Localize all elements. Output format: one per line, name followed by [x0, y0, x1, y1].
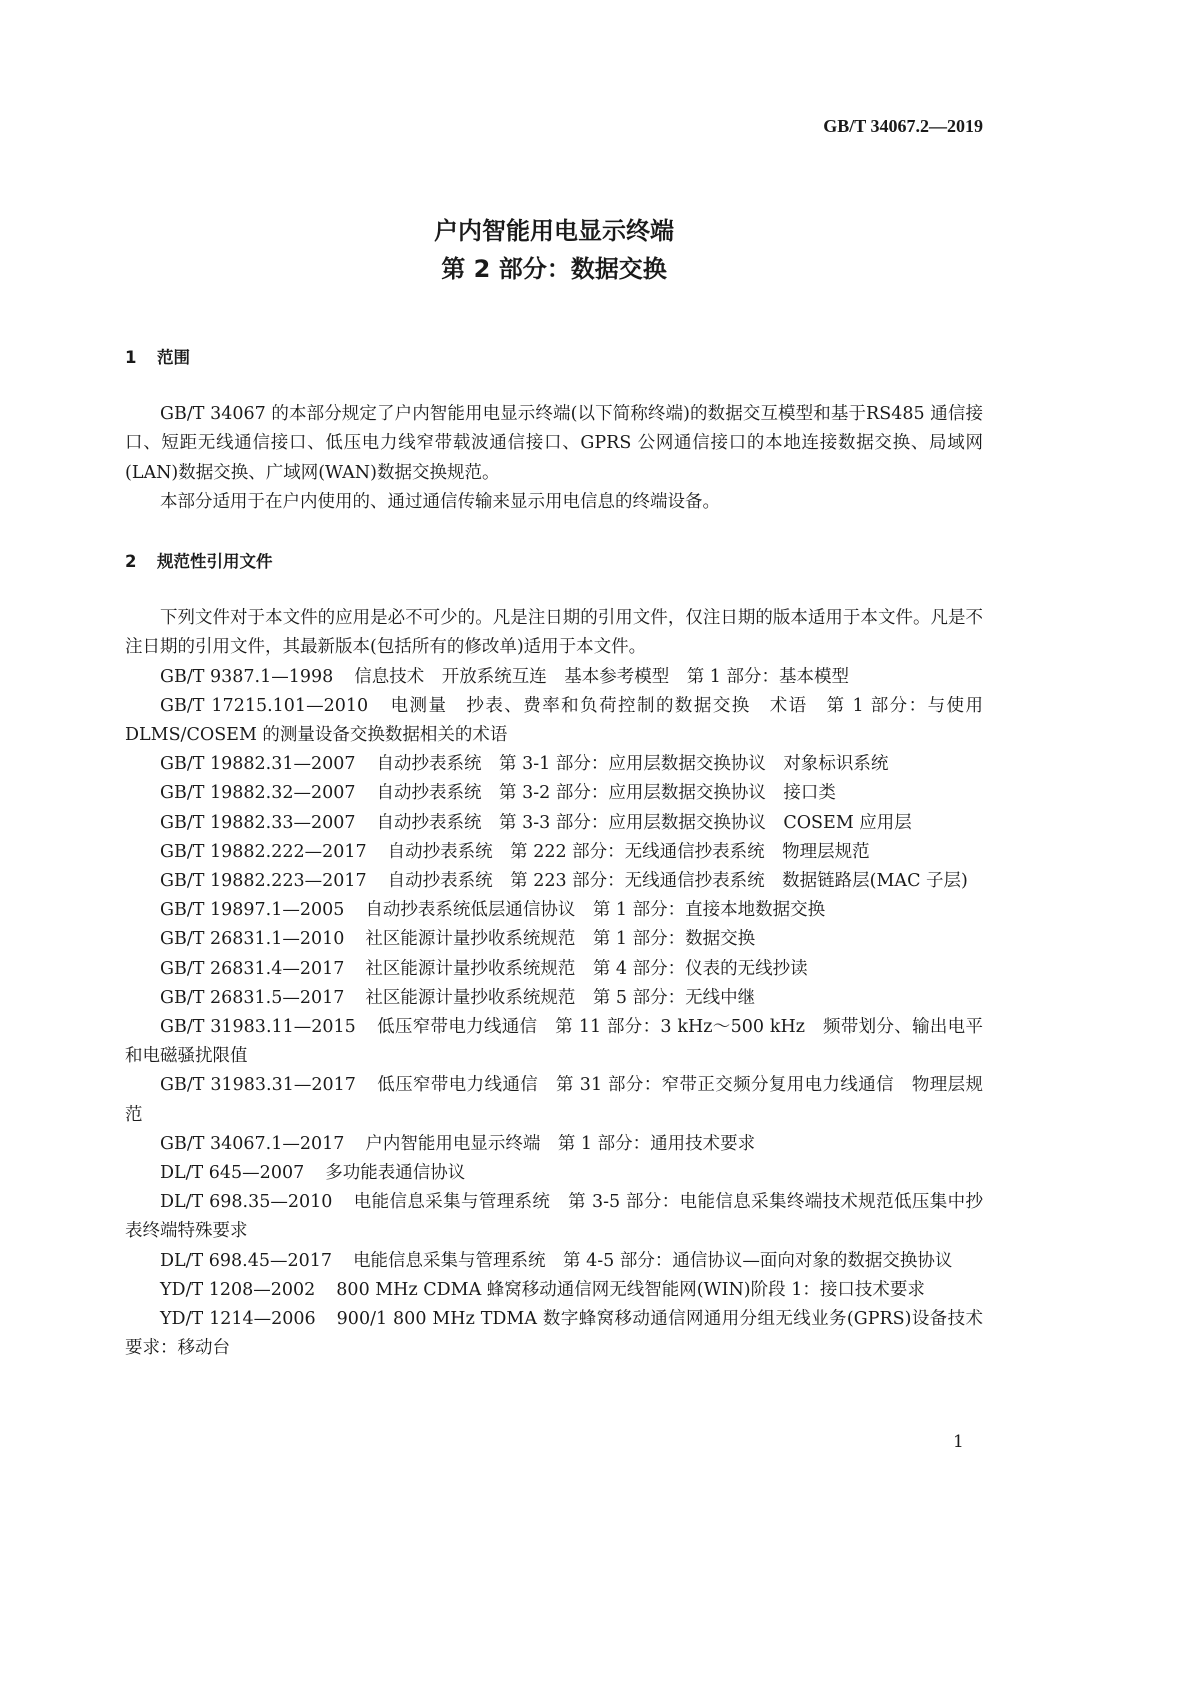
reference-title: 社区能源计量抄收系统规范 第 4 部分：仪表的无线抄读 — [365, 958, 808, 979]
reference-code: YD/T 1208—2002 — [160, 1279, 316, 1300]
reference-title: 低压窄带电力线通信 第 31 部分：窄带正交频分复用电力线通信 物理层规范 — [125, 1075, 983, 1125]
reference-item — [125, 663, 983, 692]
title-line-1: 户内智能用电显示终端 — [434, 217, 674, 245]
reference-item — [125, 1188, 983, 1246]
reference-item — [125, 1071, 983, 1129]
reference-code: GB/T 26831.4—2017 — [160, 958, 345, 979]
reference-title: 社区能源计量抄收系统规范 第 5 部分：无线中继 — [365, 987, 756, 1008]
reference-code: DL/T 645—2007 — [160, 1163, 305, 1184]
reference-code: GB/T 34067.1—2017 — [160, 1133, 345, 1154]
reference-item — [125, 867, 983, 896]
reference-code: GB/T 26831.5—2017 — [160, 987, 345, 1008]
section-number: 1 — [125, 348, 137, 367]
section-number: 2 — [125, 552, 137, 571]
reference-title: 自动抄表系统 第 222 部分：无线通信抄表系统 物理层规范 — [387, 841, 870, 862]
references-intro: 下列文件对于本文件的应用是必不可少的。凡是注日期的引用文件，仅注日期的版本适用于本文件。凡是不注日期的引用文件，其最新版本(包括所有的修改单)适用于本文件。 — [125, 608, 983, 658]
reference-title: 电能信息采集与管理系统 第 3-5 部分：电能信息采集终端技术规范低压集中抄表终端特殊要求 — [125, 1192, 983, 1242]
reference-code: GB/T 19882.222—2017 — [160, 841, 367, 862]
reference-item — [125, 955, 983, 984]
section-heading-scope — [125, 343, 983, 372]
reference-title: 电能信息采集与管理系统 第 4-5 部分：通信协议—面向对象的数据交换协议 — [353, 1250, 953, 1271]
reference-title: 信息技术 开放系统互连 基本参考模型 第 1 部分：基本模型 — [354, 666, 850, 687]
reference-title: 低压窄带电力线通信 第 11 部分：3 kHz～500 kHz 频带划分、输出电平和电磁骚扰限值 — [125, 1017, 983, 1067]
reference-item — [125, 692, 983, 750]
reference-item — [125, 1305, 983, 1363]
reference-title: 社区能源计量抄收系统规范 第 1 部分：数据交换 — [365, 929, 756, 950]
reference-item — [125, 750, 983, 779]
section-normative-references — [125, 547, 983, 1363]
reference-item — [125, 838, 983, 867]
reference-title: 800 MHz CDMA 蜂窝移动通信网无线智能网(WIN)阶段 1：接口技术要求 — [336, 1279, 925, 1300]
reference-code: GB/T 31983.11—2015 — [160, 1017, 356, 1038]
document-title — [0, 212, 1108, 288]
reference-item — [125, 1013, 983, 1071]
section-title: 范围 — [157, 348, 190, 367]
scope-paragraph: 本部分适用于在户内使用的、通过通信传输来显示用电信息的终端设备。 — [160, 491, 720, 512]
reference-title: 自动抄表系统低层通信协议 第 1 部分：直接本地数据交换 — [365, 900, 826, 921]
reference-item — [125, 1130, 983, 1159]
reference-code: GB/T 17215.101—2010 — [160, 695, 369, 716]
reference-code: GB/T 19882.32—2007 — [160, 783, 356, 804]
scope-paragraph: GB/T 34067 的本部分规定了户内智能用电显示终端(以下简称终端)的数据交互模型和基于RS485 通信接口、短距无线通信接口、低压电力线窄带载波通信接口、GPRS 公网通信接口的本地连接数据交换、局域网(LAN)数据交换、广域网(WAN)数据交换规范。 — [125, 404, 983, 483]
reference-title: 自动抄表系统 第 223 部分：无线通信抄表系统 数据链路层(MAC 子层) — [387, 871, 968, 892]
reference-item — [125, 1159, 983, 1188]
reference-item — [125, 809, 983, 838]
section-title: 规范性引用文件 — [157, 552, 273, 571]
reference-title: 自动抄表系统 第 3-1 部分：应用层数据交换协议 对象标识系统 — [376, 754, 889, 775]
reference-item — [125, 896, 983, 925]
section-scope — [125, 343, 983, 517]
reference-code: GB/T 19882.33—2007 — [160, 812, 356, 833]
reference-item — [125, 984, 983, 1013]
reference-item — [125, 779, 983, 808]
reference-code: GB/T 31983.31—2017 — [160, 1075, 356, 1096]
reference-title: 900/1 800 MHz TDMA 数字蜂窝移动通信网通用分组无线业务(GPRS)设备技术要求：移动台 — [125, 1309, 983, 1359]
reference-code: GB/T 9387.1—1998 — [160, 666, 334, 687]
standard-number-header: GB/T 34067.2—2019 — [823, 116, 983, 136]
title-line-2: 第 2 部分：数据交换 — [441, 255, 667, 283]
section-heading-references — [125, 547, 983, 576]
reference-item — [125, 1247, 983, 1276]
reference-list — [125, 663, 983, 1364]
reference-item — [125, 1276, 983, 1305]
reference-code: GB/T 26831.1—2010 — [160, 929, 345, 950]
reference-code: GB/T 19897.1—2005 — [160, 900, 345, 921]
page-number: 1 — [953, 1432, 964, 1452]
reference-code: GB/T 19882.31—2007 — [160, 754, 356, 775]
reference-code: DL/T 698.35—2010 — [160, 1192, 333, 1213]
reference-title: 户内智能用电显示终端 第 1 部分：通用技术要求 — [365, 1133, 756, 1154]
reference-title: 自动抄表系统 第 3-2 部分：应用层数据交换协议 接口类 — [376, 783, 836, 804]
reference-title: 自动抄表系统 第 3-3 部分：应用层数据交换协议 COSEM 应用层 — [376, 812, 912, 833]
reference-item — [125, 925, 983, 954]
reference-code: YD/T 1214—2006 — [160, 1309, 316, 1330]
reference-code: GB/T 19882.223—2017 — [160, 871, 367, 892]
reference-code: DL/T 698.45—2017 — [160, 1250, 333, 1271]
reference-title: 电测量 抄表、费率和负荷控制的数据交换 术语 第 1 部分：与使用DLMS/COSEM 的测量设备交换数据相关的术语 — [125, 695, 983, 746]
reference-title: 多功能表通信协议 — [325, 1163, 466, 1184]
